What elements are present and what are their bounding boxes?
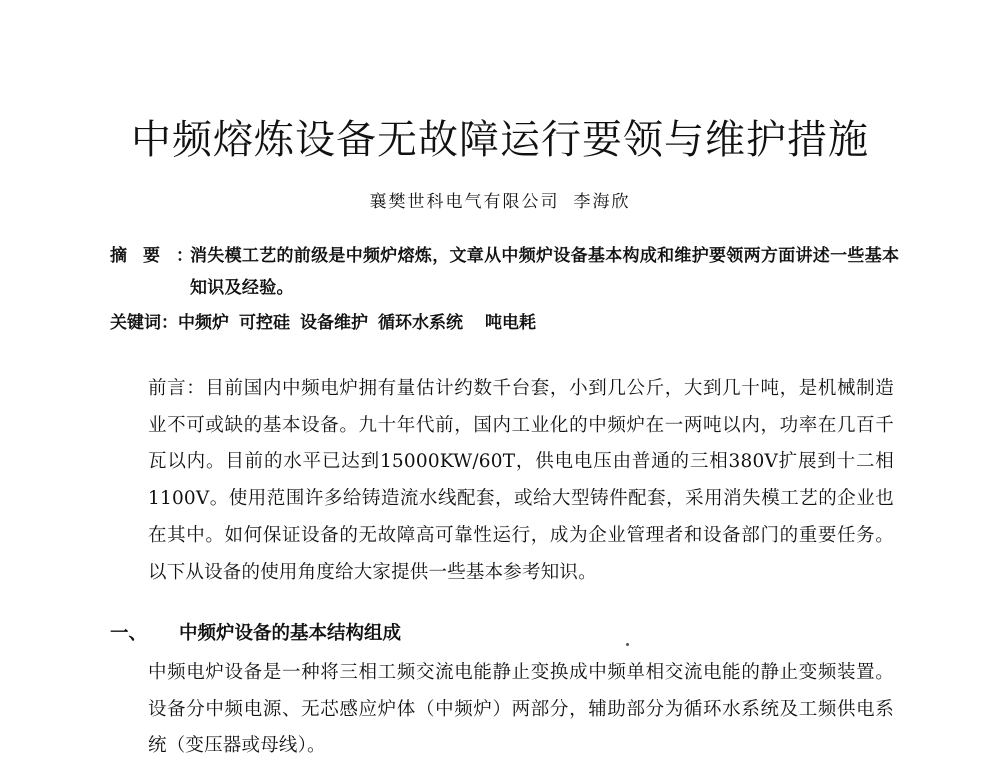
section-paragraph: [110, 655, 894, 760]
section-number: 一、: [110, 623, 148, 644]
abstract: [110, 240, 900, 304]
abstract-label: 摘要：: [110, 246, 209, 266]
keywords-label: 关键词：: [110, 313, 178, 333]
author-line: [0, 190, 1000, 214]
abstract-text: 消失模工艺的前级是中频炉熔炼，文章从中频炉设备基本构成和维护要领两方面讲述一些基本知识及经验。: [190, 246, 900, 298]
keyword-item: 中频炉: [178, 313, 229, 333]
section-title: 中频炉设备的基本结构组成: [179, 623, 402, 644]
keyword-item: 设备维护: [300, 313, 368, 333]
keyword-item: 吨电耗: [485, 313, 536, 333]
document-title: 中频熔炼设备无故障运行要领与维护措施: [131, 117, 869, 163]
preface-paragraph: [110, 371, 894, 591]
paragraph-text: 前言：目前国内中频电炉拥有量估计约数千台套，小到几公斤，大到几十吨，是机械制造业不可或缺的基本设备。九十年代前，国内工业化的中频炉在一两吨以内，功率在几百千瓦以内。目前的水平已达到15000KW/60T，供电电压由普通的三相380V扩展到十二相1100V。使用范围许多给铸造流水线配套，或给大型铸件配套，采用消失模工艺的企业也在其中。如何保证设备的无故障高可靠性运行，成为企业管理者和设备部门的重要任务。以下从设备的使用角度给大家提供一些基本参考知识。: [148, 378, 894, 583]
keyword-item: 可控硅: [239, 313, 290, 333]
author-name: 李海欣: [573, 192, 631, 212]
scan-speck: [626, 643, 629, 646]
keywords: [110, 307, 900, 339]
section-heading: [110, 618, 401, 650]
author-company: 襄樊世科电气有限公司: [369, 192, 560, 212]
keyword-item: 循环水系统: [378, 313, 463, 333]
paragraph-text: 中频电炉设备是一种将三相工频交流电能静止变换成中频单相交流电能的静止变频装置。设备分中频电源、无芯感应炉体（中频炉）两部分，辅助部分为循环水系统及工频供电系统（变压器或母线）。: [148, 662, 894, 757]
